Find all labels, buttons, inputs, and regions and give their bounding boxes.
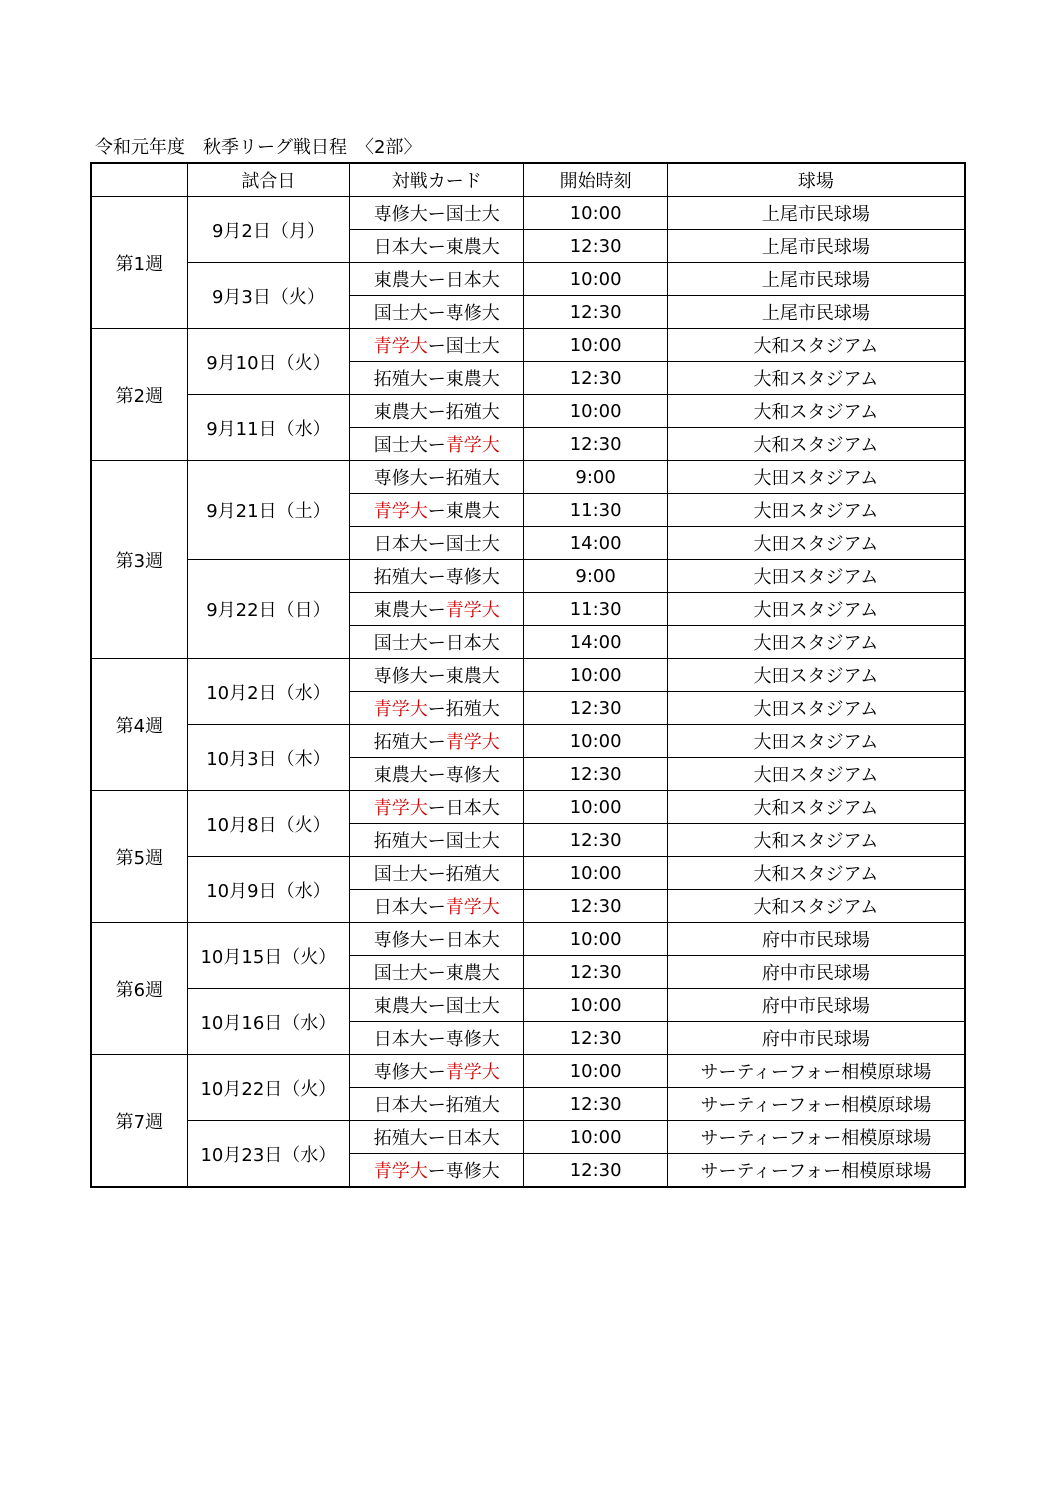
matchup-separator: ー [427,996,446,1017]
matchup-separator: ー [427,1029,446,1050]
matchup-separator: ー [427,1161,446,1182]
matchup-separator: ー [427,567,446,588]
start-time: 12:30 [524,1154,667,1188]
header-date: 試合日 [187,163,349,197]
team-name: 日本大 [445,633,500,654]
team-name: 拓殖大 [445,699,500,720]
matchup-separator: ー [427,1062,446,1083]
matchup-separator: ー [427,303,446,324]
matchup-separator: ー [427,237,446,258]
team-name: 国士大 [445,831,500,852]
start-time: 10:00 [524,791,667,824]
start-time: 12:30 [524,296,667,329]
match-date: 10月22日（火） [187,1055,349,1121]
matchup [350,692,524,725]
matchup-separator: ー [427,732,446,753]
start-time: 9:00 [524,560,667,593]
match-date: 9月21日（土） [187,461,349,560]
venue: 大和スタジアム [667,857,965,890]
week-label: 第2週 [91,329,187,461]
team-name: 東農大 [373,996,428,1017]
venue: 大和スタジアム [667,428,965,461]
matchup [350,1022,524,1055]
matchup [350,824,524,857]
venue: 府中市民球場 [667,1022,965,1055]
venue: 上尾市民球場 [667,296,965,329]
team-name: 東農大 [373,402,428,423]
team-name: 日本大 [373,1095,428,1116]
matchup-separator: ー [427,534,446,555]
matchup [350,230,524,263]
matchup [350,923,524,956]
team-name: 青学大 [445,435,500,456]
start-time: 10:00 [524,1121,667,1154]
team-name: 拓殖大 [445,468,500,489]
start-time: 12:30 [524,890,667,923]
matchup-separator: ー [427,633,446,654]
venue: 大和スタジアム [667,395,965,428]
game-row [91,725,965,758]
game-row [91,989,965,1022]
matchup-separator: ー [427,270,446,291]
start-time: 10:00 [524,263,667,296]
matchup [350,1055,524,1088]
matchup [350,395,524,428]
team-name: 東農大 [445,666,500,687]
matchup-separator: ー [427,897,446,918]
start-time: 10:00 [524,923,667,956]
start-time: 12:30 [524,758,667,791]
team-name: 専修大 [445,1161,500,1182]
team-name: 専修大 [373,1062,428,1083]
match-date: 10月15日（火） [187,923,349,989]
start-time: 12:30 [524,956,667,989]
matchup [350,1154,524,1188]
team-name: 専修大 [445,765,500,786]
game-row [91,659,965,692]
matchup [350,725,524,758]
match-date: 9月3日（火） [187,263,349,329]
matchup [350,626,524,659]
team-name: 専修大 [373,666,428,687]
game-row [91,1055,965,1088]
venue: 大和スタジアム [667,362,965,395]
team-name: 拓殖大 [373,831,428,852]
start-time: 12:30 [524,824,667,857]
matchup [350,560,524,593]
team-name: 日本大 [445,1128,500,1149]
team-name: 青学大 [445,732,500,753]
match-date: 10月8日（火） [187,791,349,857]
week-label: 第3週 [91,461,187,659]
venue: サーティーフォー相模原球場 [667,1121,965,1154]
matchup-separator: ー [427,204,446,225]
matchup [350,659,524,692]
venue: 大和スタジアム [667,329,965,362]
start-time: 10:00 [524,659,667,692]
venue: サーティーフォー相模原球場 [667,1154,965,1188]
match-date: 9月10日（火） [187,329,349,395]
matchup-separator: ー [427,369,446,390]
matchup [350,329,524,362]
team-name: 東農大 [373,600,428,621]
venue: 大和スタジアム [667,791,965,824]
week-label: 第1週 [91,197,187,329]
matchup-separator: ー [427,501,446,522]
team-name: 国士大 [445,996,500,1017]
start-time: 14:00 [524,626,667,659]
team-name: 拓殖大 [373,369,428,390]
team-name: 青学大 [373,501,428,522]
matchup [350,296,524,329]
team-name: 日本大 [373,897,428,918]
team-name: 日本大 [373,237,428,258]
game-row [91,329,965,362]
start-time: 10:00 [524,329,667,362]
matchup [350,791,524,824]
matchup [350,461,524,494]
venue: 大田スタジアム [667,560,965,593]
matchup [350,263,524,296]
start-time: 10:00 [524,989,667,1022]
match-date: 10月9日（水） [187,857,349,923]
game-row [91,461,965,494]
week-label: 第5週 [91,791,187,923]
matchup [350,362,524,395]
team-name: 専修大 [373,204,428,225]
team-name: 専修大 [373,930,428,951]
venue: サーティーフォー相模原球場 [667,1055,965,1088]
start-time: 11:30 [524,494,667,527]
venue: 府中市民球場 [667,956,965,989]
matchup-separator: ー [427,765,446,786]
team-name: 東農大 [445,237,500,258]
team-name: 拓殖大 [445,402,500,423]
matchup [350,758,524,791]
matchup-separator: ー [427,930,446,951]
header-week [91,163,187,197]
team-name: 拓殖大 [373,567,428,588]
start-time: 10:00 [524,857,667,890]
week-label: 第7週 [91,1055,187,1188]
schedule-table [90,162,966,1188]
venue: 大和スタジアム [667,890,965,923]
start-time: 10:00 [524,197,667,230]
team-name: 専修大 [445,1029,500,1050]
start-time: 12:30 [524,692,667,725]
team-name: 国士大 [373,633,428,654]
team-name: 日本大 [373,534,428,555]
matchup [350,1121,524,1154]
matchup-separator: ー [427,666,446,687]
matchup-separator: ー [427,963,446,984]
start-time: 10:00 [524,395,667,428]
matchup [350,593,524,626]
venue: 大田スタジアム [667,626,965,659]
venue: 府中市民球場 [667,923,965,956]
matchup [350,1088,524,1121]
team-name: 日本大 [445,930,500,951]
match-date: 9月22日（日） [187,560,349,659]
venue: 大田スタジアム [667,758,965,791]
team-name: 日本大 [373,1029,428,1050]
match-date: 10月3日（木） [187,725,349,791]
team-name: 日本大 [445,798,500,819]
team-name: 日本大 [445,270,500,291]
start-time: 10:00 [524,725,667,758]
matchup [350,989,524,1022]
game-row [91,560,965,593]
matchup-separator: ー [427,336,446,357]
venue: 大田スタジアム [667,494,965,527]
team-name: 国士大 [445,204,500,225]
team-name: 青学大 [445,1062,500,1083]
team-name: 国士大 [373,864,428,885]
matchup-separator: ー [427,402,446,423]
venue: 大和スタジアム [667,824,965,857]
start-time: 9:00 [524,461,667,494]
start-time: 12:30 [524,362,667,395]
matchup-separator: ー [427,600,446,621]
team-name: 拓殖大 [373,732,428,753]
game-row [91,923,965,956]
team-name: 東農大 [445,963,500,984]
team-name: 国士大 [445,336,500,357]
game-row [91,395,965,428]
start-time: 12:30 [524,230,667,263]
venue: 大田スタジアム [667,527,965,560]
venue: 大田スタジアム [667,692,965,725]
matchup [350,890,524,923]
venue: 大田スタジアム [667,593,965,626]
start-time: 12:30 [524,1088,667,1121]
venue: 上尾市民球場 [667,263,965,296]
week-label: 第6週 [91,923,187,1055]
matchup-separator: ー [427,798,446,819]
team-name: 青学大 [445,600,500,621]
matchup-separator: ー [427,699,446,720]
matchup [350,527,524,560]
start-time: 10:00 [524,1055,667,1088]
header-match: 対戦カード [350,163,524,197]
team-name: 国士大 [373,963,428,984]
game-row [91,197,965,230]
match-date: 10月2日（水） [187,659,349,725]
team-name: 拓殖大 [445,864,500,885]
header-row [91,163,965,197]
team-name: 青学大 [373,699,428,720]
team-name: 国士大 [373,303,428,324]
start-time: 14:00 [524,527,667,560]
venue: 大田スタジアム [667,659,965,692]
team-name: 国士大 [445,534,500,555]
venue: 上尾市民球場 [667,197,965,230]
team-name: 青学大 [373,1161,428,1182]
matchup-separator: ー [427,831,446,852]
matchup-separator: ー [427,864,446,885]
week-label: 第4週 [91,659,187,791]
team-name: 専修大 [445,303,500,324]
matchup [350,956,524,989]
venue: 上尾市民球場 [667,230,965,263]
team-name: 専修大 [373,468,428,489]
matchup [350,857,524,890]
game-row [91,1121,965,1154]
matchup [350,428,524,461]
matchup [350,197,524,230]
matchup-separator: ー [427,1095,446,1116]
game-row [91,791,965,824]
team-name: 東農大 [373,270,428,291]
team-name: 青学大 [373,798,428,819]
team-name: 拓殖大 [373,1128,428,1149]
team-name: 東農大 [445,369,500,390]
match-date: 10月16日（水） [187,989,349,1055]
venue: 府中市民球場 [667,989,965,1022]
start-time: 12:30 [524,1022,667,1055]
header-time: 開始時刻 [524,163,667,197]
schedule-body [91,197,965,1188]
game-row [91,263,965,296]
page-title: 令和元年度 秋季リーグ戦日程 〈2部〉 [95,137,422,158]
team-name: 青学大 [373,336,428,357]
venue: 大田スタジアム [667,461,965,494]
match-date: 9月2日（月） [187,197,349,263]
venue: 大田スタジアム [667,725,965,758]
start-time: 12:30 [524,428,667,461]
matchup-separator: ー [427,1128,446,1149]
header-venue: 球場 [667,163,965,197]
match-date: 10月23日（水） [187,1121,349,1188]
game-row [91,857,965,890]
team-name: 東農大 [445,501,500,522]
matchup [350,494,524,527]
team-name: 拓殖大 [445,1095,500,1116]
venue: サーティーフォー相模原球場 [667,1088,965,1121]
team-name: 青学大 [445,897,500,918]
team-name: 国士大 [373,435,428,456]
start-time: 11:30 [524,593,667,626]
matchup-separator: ー [427,435,446,456]
team-name: 東農大 [373,765,428,786]
matchup-separator: ー [427,468,446,489]
match-date: 9月11日（水） [187,395,349,461]
team-name: 専修大 [445,567,500,588]
